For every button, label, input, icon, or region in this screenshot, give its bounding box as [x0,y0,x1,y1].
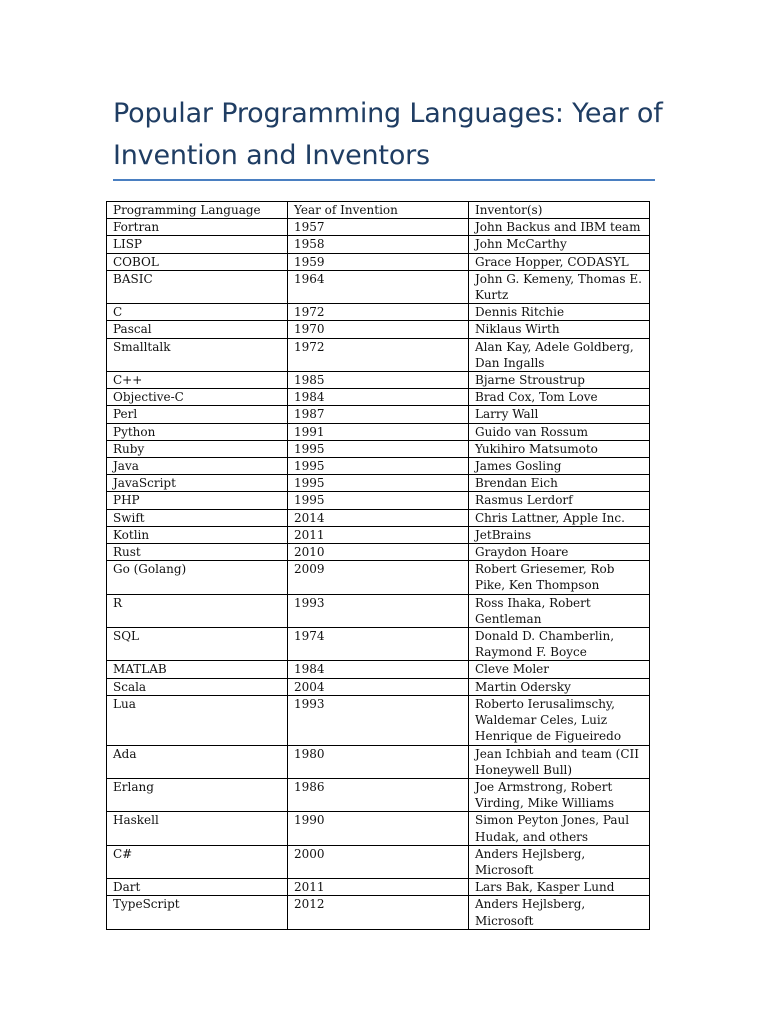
cell-year: 1987 [288,406,469,423]
cell-year: 1985 [288,372,469,389]
cell-inventors: JetBrains [469,526,650,543]
cell-inventors: Niklaus Wirth [469,321,650,338]
header-language: Programming Language [107,202,288,219]
cell-language: MATLAB [107,661,288,678]
cell-year: 2004 [288,678,469,695]
cell-language: R [107,594,288,627]
cell-year: 1995 [288,475,469,492]
title-underline [113,179,655,181]
table-row [107,526,650,543]
cell-inventors: Donald D. Chamberlin, Raymond F. Boyce [469,628,650,661]
cell-inventors: Ross Ihaka, Robert Gentleman [469,594,650,627]
cell-language: Go (Golang) [107,561,288,594]
table-row [107,321,650,338]
table-row [107,492,650,509]
table-row [107,544,650,561]
table-row [107,778,650,811]
table-row [107,440,650,457]
cell-inventors: Yukihiro Matsumoto [469,440,650,457]
table-row [107,594,650,627]
cell-inventors: Cleve Moler [469,661,650,678]
table-row [107,304,650,321]
cell-language: Java [107,458,288,475]
cell-year: 1993 [288,594,469,627]
cell-year: 1995 [288,440,469,457]
cell-language: Haskell [107,812,288,845]
header-inventors: Inventor(s) [469,202,650,219]
cell-language: SQL [107,628,288,661]
table-header-row [107,202,650,219]
cell-language: Kotlin [107,526,288,543]
cell-language: Fortran [107,219,288,236]
table-row [107,509,650,526]
cell-year: 2014 [288,509,469,526]
table-row [107,236,650,253]
cell-language: Lua [107,695,288,745]
cell-language: COBOL [107,253,288,270]
cell-language: LISP [107,236,288,253]
cell-language: PHP [107,492,288,509]
cell-inventors: Lars Bak, Kasper Lund [469,879,650,896]
cell-language: Python [107,423,288,440]
cell-language: Smalltalk [107,338,288,371]
cell-language: BASIC [107,270,288,303]
cell-inventors: James Gosling [469,458,650,475]
table-row [107,695,650,745]
cell-language: C [107,304,288,321]
table-row [107,372,650,389]
cell-language: Swift [107,509,288,526]
cell-language: Ada [107,745,288,778]
table-row [107,253,650,270]
cell-year: 1974 [288,628,469,661]
cell-inventors: John Backus and IBM team [469,219,650,236]
table-row [107,678,650,695]
cell-year: 2011 [288,879,469,896]
languages-table [106,201,650,930]
table-row [107,628,650,661]
cell-inventors: Jean Ichbiah and team (CII Honeywell Bull) [469,745,650,778]
cell-inventors: Joe Armstrong, Robert Virding, Mike Williams [469,778,650,811]
cell-language: Scala [107,678,288,695]
cell-year: 1964 [288,270,469,303]
cell-year: 1995 [288,458,469,475]
cell-year: 1970 [288,321,469,338]
cell-language: Perl [107,406,288,423]
cell-language: Ruby [107,440,288,457]
cell-year: 1972 [288,338,469,371]
cell-year: 1995 [288,492,469,509]
table-row [107,338,650,371]
cell-language: Pascal [107,321,288,338]
table-row [107,423,650,440]
cell-inventors: Grace Hopper, CODASYL [469,253,650,270]
cell-inventors: Robert Griesemer, Rob Pike, Ken Thompson [469,561,650,594]
cell-language: Objective-C [107,389,288,406]
cell-inventors: Rasmus Lerdorf [469,492,650,509]
cell-inventors: Larry Wall [469,406,650,423]
cell-year: 1991 [288,423,469,440]
cell-language: Dart [107,879,288,896]
cell-inventors: Roberto Ierusalimschy, Waldemar Celes, Luiz Henrique de Figueiredo [469,695,650,745]
cell-language: C++ [107,372,288,389]
cell-inventors: Alan Kay, Adele Goldberg, Dan Ingalls [469,338,650,371]
table-row [107,896,650,929]
table-row [107,270,650,303]
cell-year: 1980 [288,745,469,778]
cell-language: Rust [107,544,288,561]
table-row [107,219,650,236]
table-row [107,661,650,678]
cell-inventors: Brendan Eich [469,475,650,492]
cell-year: 1990 [288,812,469,845]
cell-year: 2009 [288,561,469,594]
table-row [107,879,650,896]
table-row [107,389,650,406]
table-row [107,812,650,845]
cell-year: 1986 [288,778,469,811]
table-row [107,406,650,423]
cell-year: 2012 [288,896,469,929]
table-row [107,458,650,475]
cell-year: 2011 [288,526,469,543]
cell-language: JavaScript [107,475,288,492]
cell-inventors: Guido van Rossum [469,423,650,440]
cell-inventors: Martin Odersky [469,678,650,695]
cell-year: 1972 [288,304,469,321]
page-title: Popular Programming Languages: Year of Invention and Inventors [113,98,663,171]
table-row [107,845,650,878]
cell-year: 1984 [288,389,469,406]
cell-inventors: Simon Peyton Jones, Paul Hudak, and others [469,812,650,845]
cell-year: 1959 [288,253,469,270]
cell-year: 1993 [288,695,469,745]
cell-inventors: Bjarne Stroustrup [469,372,650,389]
cell-language: Erlang [107,778,288,811]
table-row [107,745,650,778]
cell-inventors: John McCarthy [469,236,650,253]
cell-inventors: Dennis Ritchie [469,304,650,321]
cell-year: 1958 [288,236,469,253]
cell-inventors: Anders Hejlsberg, Microsoft [469,845,650,878]
cell-inventors: Brad Cox, Tom Love [469,389,650,406]
cell-language: TypeScript [107,896,288,929]
cell-inventors: Graydon Hoare [469,544,650,561]
table-row [107,475,650,492]
cell-inventors: Chris Lattner, Apple Inc. [469,509,650,526]
table-row [107,561,650,594]
cell-year: 2000 [288,845,469,878]
cell-inventors: Anders Hejlsberg, Microsoft [469,896,650,929]
cell-year: 1957 [288,219,469,236]
cell-language: C# [107,845,288,878]
cell-year: 1984 [288,661,469,678]
cell-inventors: John G. Kemeny, Thomas E. Kurtz [469,270,650,303]
cell-year: 2010 [288,544,469,561]
header-year: Year of Invention [288,202,469,219]
